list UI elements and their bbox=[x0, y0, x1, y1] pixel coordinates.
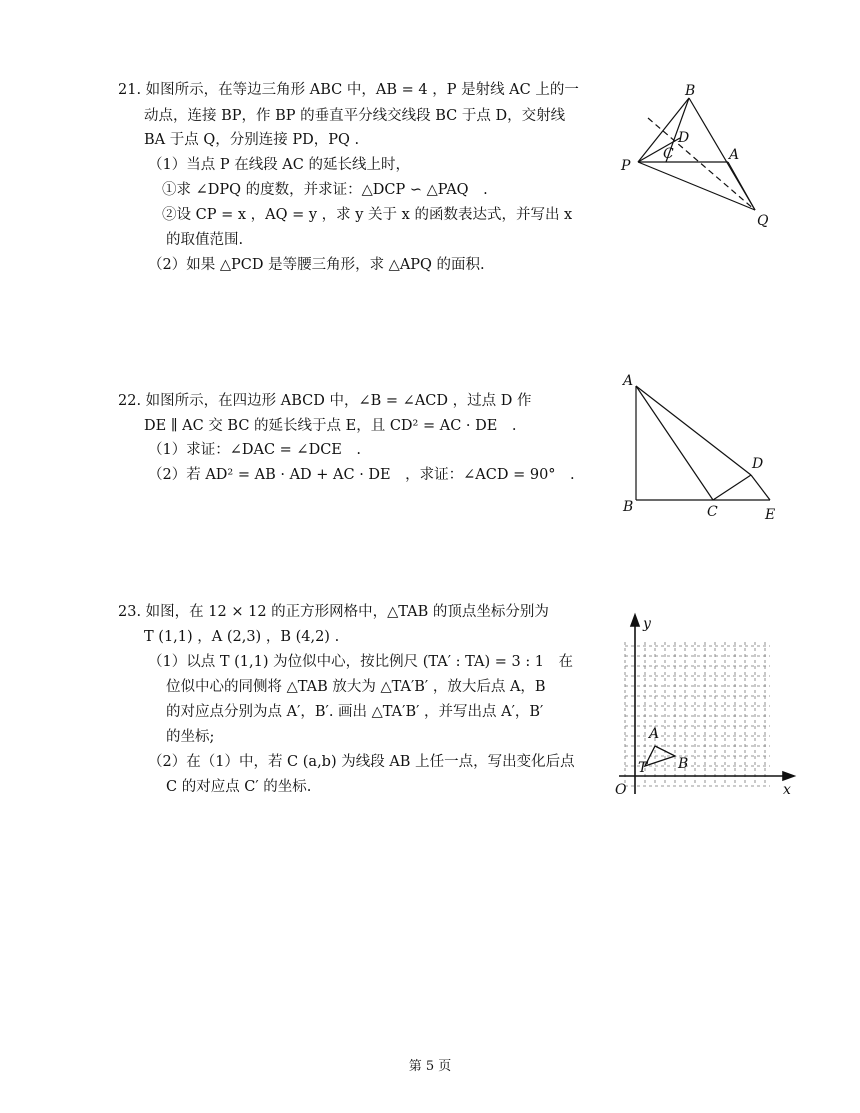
fig22-label-e: E bbox=[765, 507, 776, 523]
fig21-label-a: A bbox=[729, 147, 740, 163]
figure-23 bbox=[605, 612, 800, 807]
p22-line-3: （1）求证：∠DAC = ∠DCE . bbox=[148, 442, 361, 458]
p21-line-1: 21. 如图所示，在等边三角形 ABC 中，AB = 4 ，P 是射线 AC 上的一 bbox=[118, 82, 579, 98]
page-number: 第 5 页 bbox=[408, 1059, 452, 1074]
p21-line-8: （2）如果 △PCD 是等腰三角形，求 △APQ 的面积. bbox=[148, 257, 485, 273]
fig23-label-a: A bbox=[649, 726, 660, 742]
fig22-label-d: D bbox=[752, 456, 764, 472]
p23-line-5: 的对应点分别为点 A′，B′. 画出 △TA′B′ ，并写出点 A′，B′ bbox=[166, 704, 544, 720]
figure-22 bbox=[618, 370, 788, 525]
p23-line-1: 23. 如图，在 12 × 12 的正方形网格中，△TAB 的顶点坐标分别为 bbox=[118, 604, 549, 620]
p21-line-7: 的取值范围. bbox=[166, 232, 244, 248]
fig23-label-b: B bbox=[678, 756, 689, 772]
fig23-label-y: y bbox=[643, 616, 651, 632]
p23-line-3: （1）以点 T (1,1) 为位似中心，按比例尺 (TA′ : TA) = 3 : 1 在 bbox=[148, 654, 574, 670]
p21-line-2: 动点，连接 BP，作 BP 的垂直平分线交线段 BC 于点 D，交射线 bbox=[144, 108, 566, 124]
p22-line-2: DE ∥ AC 交 BC 的延长线于点 E，且 CD² = AC · DE . bbox=[144, 418, 517, 434]
fig23-label-o: O bbox=[615, 782, 627, 798]
fig22-label-c: C bbox=[707, 504, 718, 520]
fig21-label-q: Q bbox=[757, 213, 769, 229]
fig23-label-t: T bbox=[638, 760, 648, 776]
fig21-label-d: D bbox=[678, 130, 690, 146]
p23-line-4: 位似中心的同侧将 △TAB 放大为 △TA′B′ ，放大后点 A，B bbox=[166, 679, 546, 695]
p21-line-5: ①求 ∠DPQ 的度数，并求证：△DCP ∽ △PAQ . bbox=[162, 182, 488, 198]
fig21-label-p: P bbox=[621, 158, 631, 174]
p21-line-6: ②设 CP = x ，AQ = y ，求 y 关于 x 的函数表达式，并写出 x bbox=[162, 207, 573, 223]
fig21-label-b: B bbox=[685, 83, 696, 99]
p21-line-4: （1）当点 P 在线段 AC 的延长线上时， bbox=[148, 157, 410, 173]
p23-line-2: T (1,1) ，A (2,3) ，B (4,2) . bbox=[144, 629, 340, 645]
p23-line-8: C 的对应点 C′ 的坐标. bbox=[166, 779, 312, 795]
fig21-label-c: C bbox=[663, 146, 674, 162]
p22-line-1: 22. 如图所示，在四边形 ABCD 中，∠B = ∠ACD ，过点 D 作 bbox=[118, 393, 532, 409]
fig22-label-b: B bbox=[623, 499, 634, 515]
p23-line-6: 的坐标; bbox=[166, 729, 215, 745]
p21-line-3: BA 于点 Q，分别连接 PD，PQ . bbox=[144, 132, 360, 148]
fig22-label-a: A bbox=[623, 373, 634, 389]
p23-line-7: （2）在（1）中，若 C (a,b) 为线段 AB 上任一点，写出变化后点 bbox=[148, 754, 575, 770]
fig23-label-x: x bbox=[783, 782, 791, 798]
p22-line-4: （2）若 AD² = AB · AD + AC · DE ，求证：∠ACD = 90° . bbox=[148, 467, 575, 483]
figure-21 bbox=[618, 82, 778, 232]
